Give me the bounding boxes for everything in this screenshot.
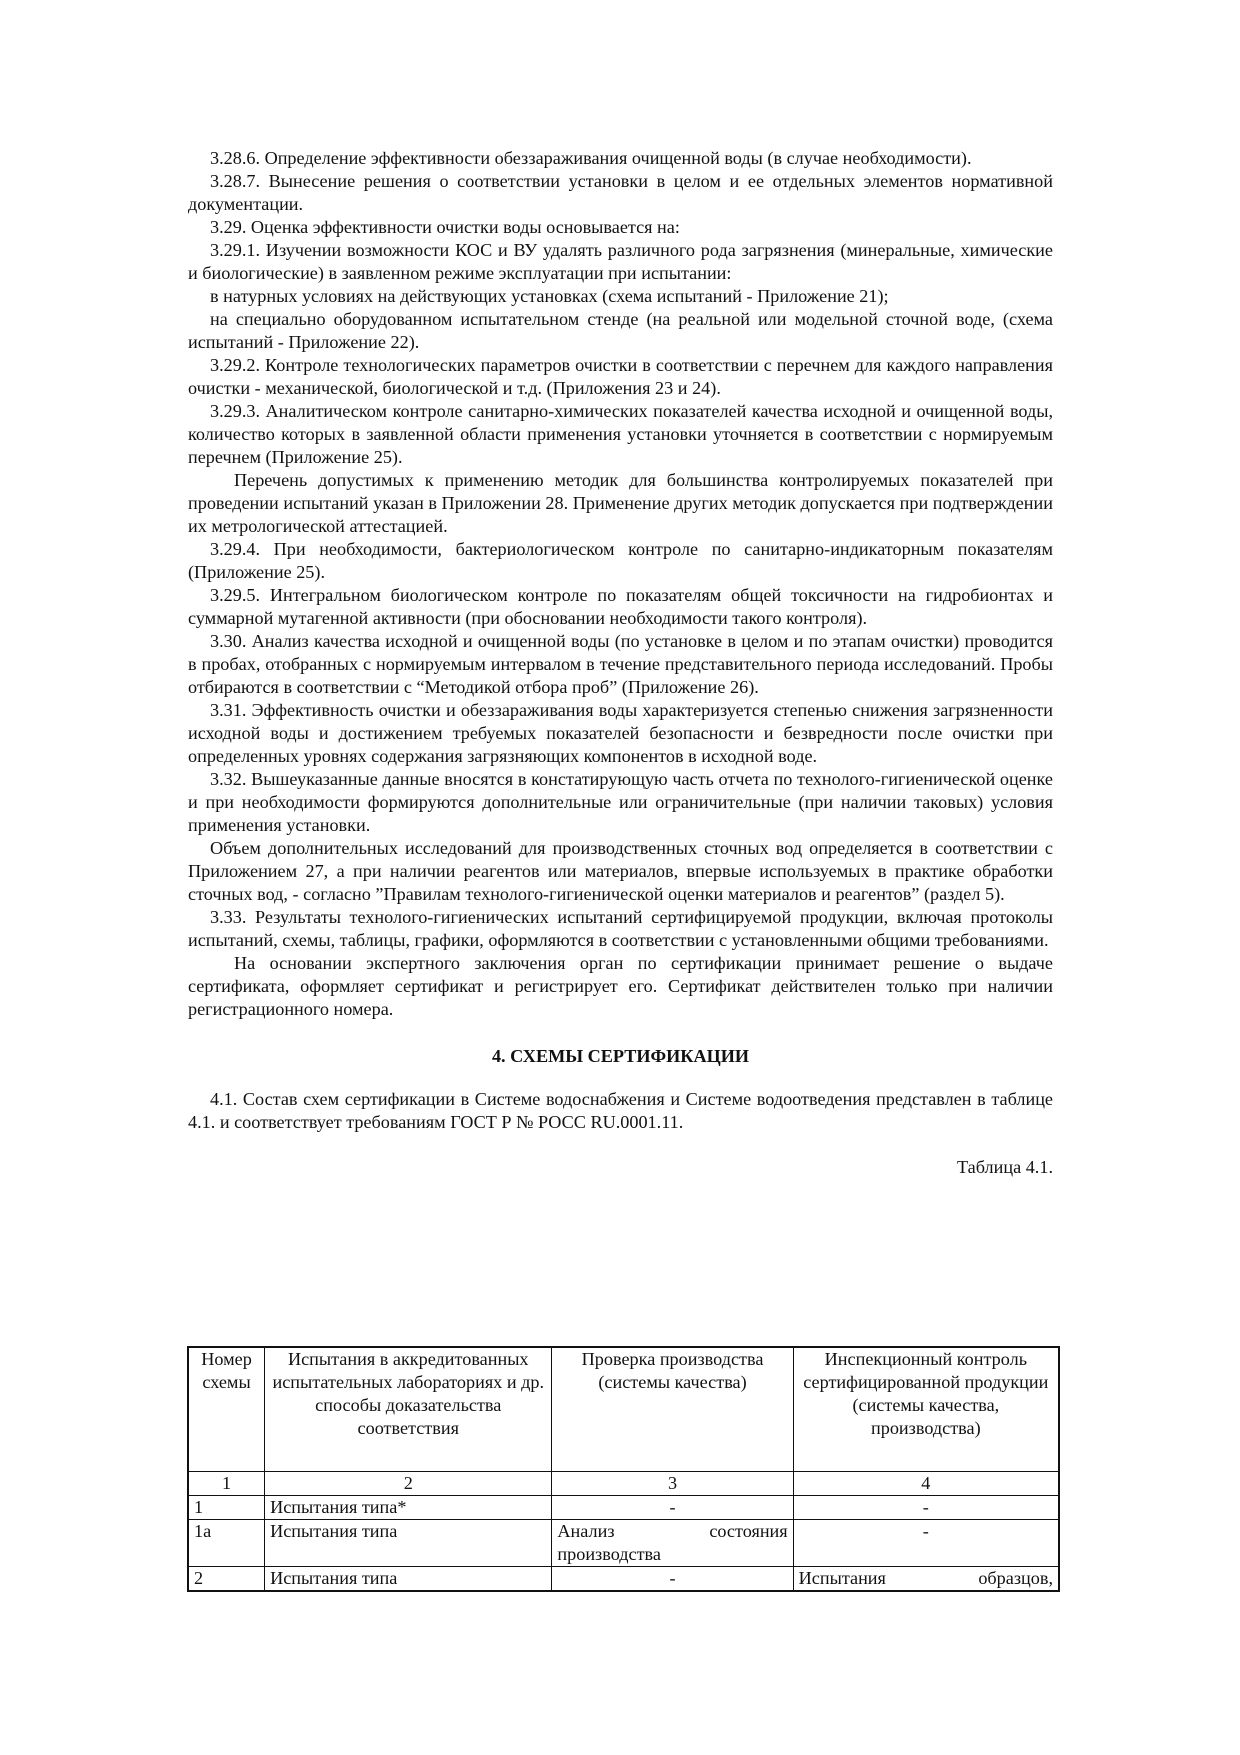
table-column-number-row	[188, 1472, 1059, 1496]
cell-inspection: -	[793, 1520, 1059, 1567]
paragraph-3-29-1: 3.29.1. Изучении возможности КОС и ВУ удалять различного рода загрязнения (минеральные, химические и биологические) в заявленном режиме эксплуатации при испытании:	[188, 240, 1053, 283]
cell-tests: Испытания типа	[265, 1567, 552, 1592]
paragraph-3-28-7: 3.28.7. Вынесение решения о соответствии установки в целом и ее отдельных элементов нормативной документации.	[188, 171, 1053, 214]
paragraph-3-30: 3.30. Анализ качества исходной и очищенной воды (по установке в целом и по этапам очистки) проводится в пробах, отобранных с нормируемым интервалом в течение представительного периода исследований. Пробы отбираются в соответствии с “Методикой отбора проб” (Приложение 26).	[188, 631, 1053, 697]
cell-tests: Испытания типа*	[265, 1496, 552, 1520]
table-row	[188, 1567, 1059, 1592]
table-header-row	[188, 1347, 1059, 1472]
paragraph-test-stand: на специально оборудованном испытательном стенде (на реальной или модельной сточной воде, (схема испытаний - Приложение 22).	[188, 309, 1053, 352]
paragraph-natural-conditions: в натурных условиях на действующих установках (схема испытаний - Приложение 21);	[210, 286, 889, 306]
cell-word: Испытания	[798, 1568, 886, 1588]
cell-line-2: производства	[557, 1544, 661, 1564]
table-row	[188, 1520, 1059, 1567]
paragraph-3-29-3: 3.29.3. Аналитическом контроле санитарно-химических показателей качества исходной и очищенной воды, количество которых в заявленной области применения установки уточняется в соответствии с нормируемым перечнем (Приложение 25).	[188, 401, 1053, 467]
paragraph-additional-studies: Объем дополнительных исследований для производственных сточных вод определяется в соответствии с Приложением 27, а при наличии реагентов или материалов, впервые используемых в практике обработки сточных вод, - согласно ”Правилам технолого-гигиенической оценки материалов и реагентов” (раздел 5).	[188, 838, 1053, 904]
paragraph-3-29-2: 3.29.2. Контроле технологических параметров очистки в соответствии с перечнем для каждого направления очистки - механической, биологической и т.д. (Приложения 23 и 24).	[188, 355, 1053, 398]
cell-word: состояния	[709, 1521, 788, 1541]
cell-tests: Испытания типа	[265, 1520, 552, 1567]
cell-word: Анализ	[557, 1521, 615, 1541]
paragraph-3-28-6: 3.28.6. Определение эффективности обеззараживания очищенной воды (в случае необходимости).	[210, 148, 972, 168]
header-tests: Испытания в аккредитованных испытательных лабораториях и др. способы доказательства соответствия	[265, 1347, 552, 1472]
cell-production-check: -	[552, 1567, 793, 1592]
cell-scheme: 1а	[188, 1520, 265, 1567]
column-number-2: 2	[265, 1472, 552, 1496]
paragraph-3-29-5: 3.29.5. Интегральном биологическом контроле по показателям общей токсичности на гидробионтах и суммарной мутагенной активности (при обосновании необходимости такого контроля).	[188, 585, 1053, 628]
spacer	[188, 1068, 1053, 1088]
section-heading: 4. СХЕМЫ СЕРТИФИКАЦИИ	[491, 1046, 750, 1066]
table-row	[188, 1496, 1059, 1520]
cell-scheme: 1	[188, 1496, 265, 1520]
cell-line-1	[557, 1520, 787, 1543]
column-number-3: 3	[552, 1472, 793, 1496]
header-inspection-control: Инспекционный контроль сертифицированной продукции (системы качества, производства)	[793, 1347, 1059, 1472]
column-number-4: 4	[793, 1472, 1059, 1496]
table-caption: Таблица 4.1.	[957, 1157, 1053, 1177]
column-number-1: 1	[188, 1472, 265, 1496]
paragraph-expert-conclusion: На основании экспертного заключения орган по сертификации принимает решение о выдаче сертификата, оформляет сертификат и регистрирует его. Сертификат действителен только при наличии регистрационного номера.	[188, 953, 1053, 1019]
document-page	[188, 147, 1053, 1179]
cell-line-1	[799, 1567, 1053, 1590]
paragraph-3-29: 3.29. Оценка эффективности очистки воды основывается на:	[210, 217, 680, 237]
cell-scheme: 2	[188, 1567, 265, 1592]
paragraph-3-32: 3.32. Вышеуказанные данные вносятся в констатирующую часть отчета по технолого-гигиенической оценке и при необходимости формируются дополнительные или ограничительные (при наличии таковых) условия применения установки.	[188, 769, 1053, 835]
paragraph-3-33: 3.33. Результаты технолого-гигиенических испытаний сертифицируемой продукции, включая протоколы испытаний, схемы, таблицы, графики, оформляются в соответствии с установленными общими требованиями.	[188, 907, 1053, 950]
header-scheme-number: Номер схемы	[188, 1347, 265, 1472]
paragraph-methods-list: Перечень допустимых к применению методик для большинства контролируемых показателей при проведении испытаний указан в Приложении 28. Применение других методик допускается при подтверждении их метрологической аттестацией.	[188, 470, 1053, 536]
cell-production-check	[552, 1520, 793, 1567]
cell-production-check: -	[552, 1496, 793, 1520]
cell-word: образцов,	[978, 1568, 1053, 1588]
paragraph-3-29-4: 3.29.4. При необходимости, бактериологическом контроле по санитарно-индикаторным показателям (Приложение 25).	[188, 539, 1053, 582]
paragraph-3-31: 3.31. Эффективность очистки и обеззараживания воды характеризуется степенью снижения загрязненности исходной воды и достижением требуемых показателей безопасности и безвредности после очистки при определенных уровнях содержания загрязняющих компонентов в исходной воде.	[188, 700, 1053, 766]
paragraph-4-1: 4.1. Состав схем сертификации в Системе водоснабжения и Системе водоотведения представлен в таблице 4.1. и соответствует требованиям ГОСТ Р № РОСС RU.0001.11.	[188, 1089, 1053, 1132]
cell-inspection: -	[793, 1496, 1059, 1520]
cell-inspection	[793, 1567, 1059, 1592]
certification-schemes-table	[187, 1346, 1060, 1592]
header-production-check: Проверка производства (системы качества)	[552, 1347, 793, 1472]
